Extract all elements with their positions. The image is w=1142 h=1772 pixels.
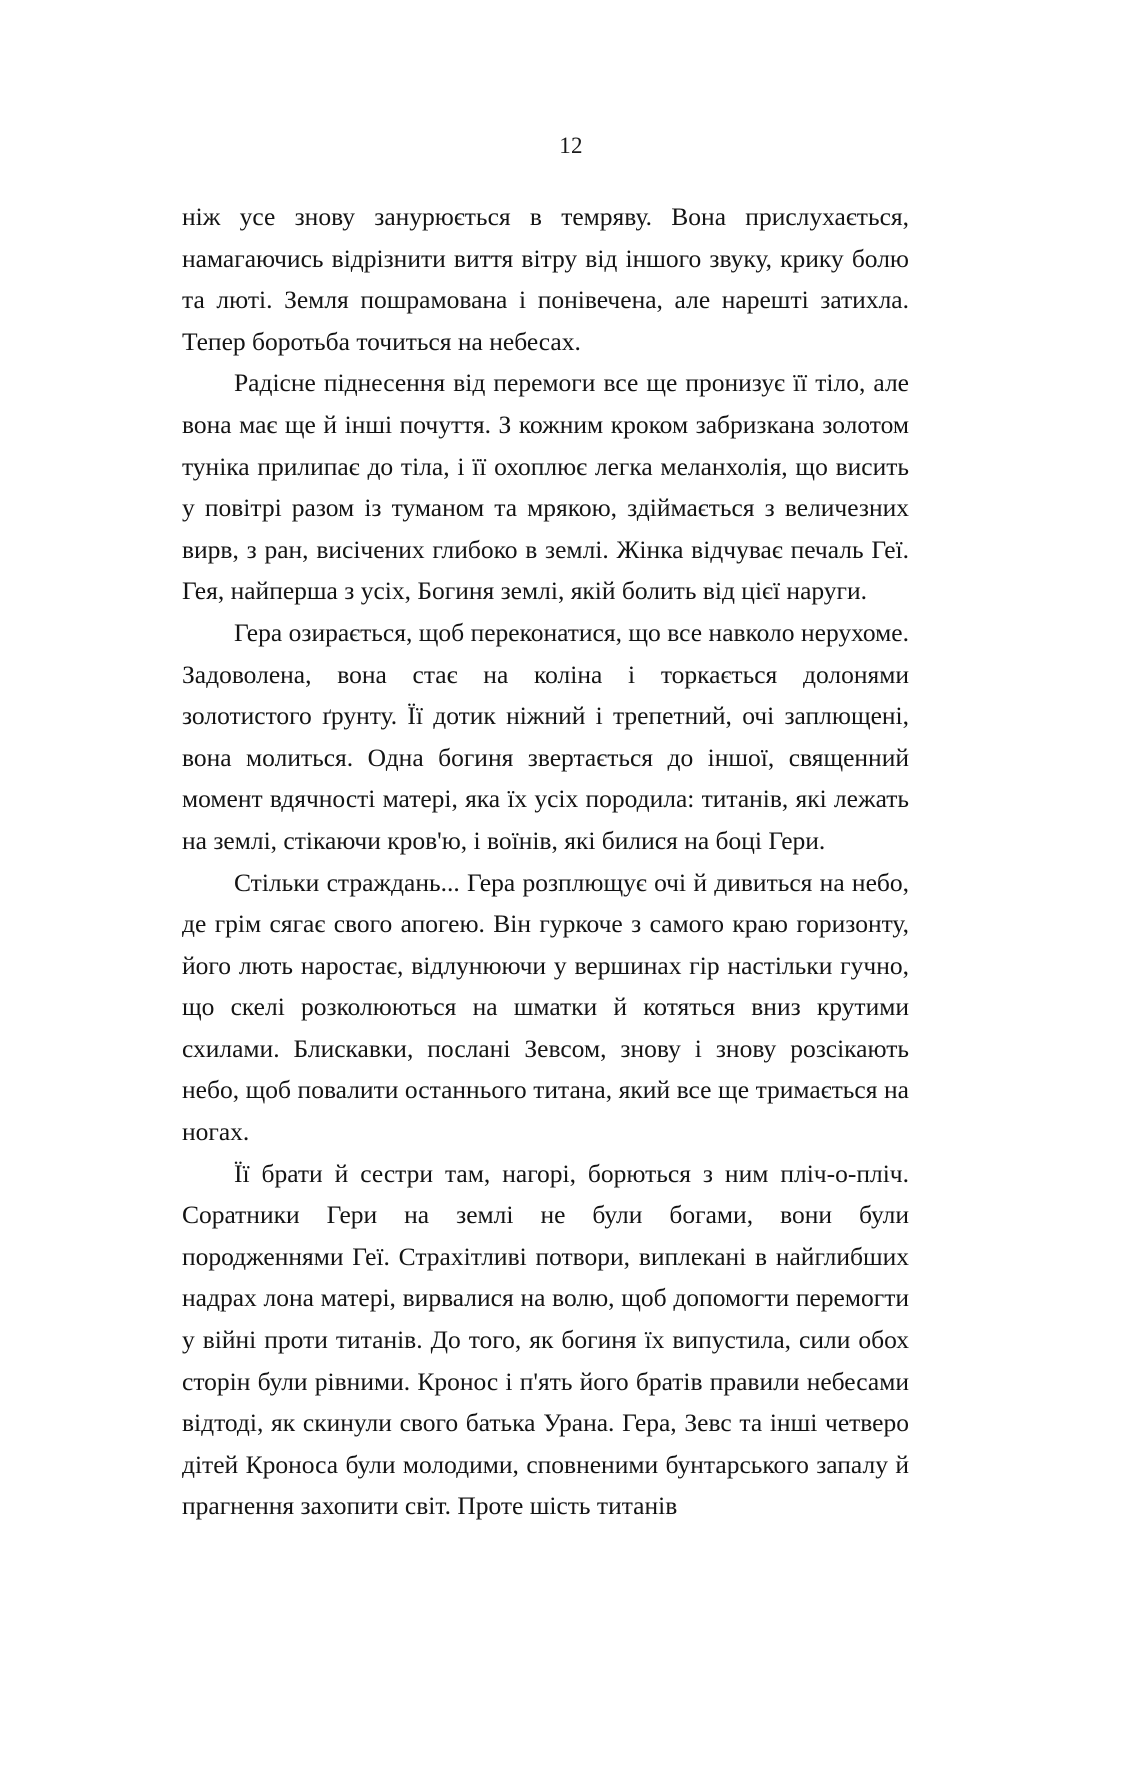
- paragraph: Гера озирається, щоб переконатися, що все навколо нерухоме. Задоволена, вона стає на коліна і торкається долонями золотистого ґрунту. Її дотик ніжний і трепетний, очі заплющені, вона молиться. Одна богиня звертається до іншої, священний момент вдячності матері, яка їх усіх породила: титанів, які лежать на землі, стікаючи кров'ю, і воїнів, які билися на боці Гери.: [182, 617, 909, 855]
- page-number: 12: [559, 133, 583, 158]
- page-body-text: [182, 196, 909, 1527]
- paragraph: Радісне піднесення від перемоги все ще пронизує її тіло, але вона має ще й інші почуття. З кожним кроком забризкана золотом туніка прилипає до тіла, і її охоплює легка меланхолія, що висить у повітрі разом із туманом та мрякою, здіймається з величезних вирв, з ран, висічених глибоко в землі. Жінка відчуває печаль Геї. Гея, найперша з усіх, Богиня землі, якій болить від цієї наруги.: [182, 368, 909, 606]
- paragraph: ніж усе знову занурюється в темряву. Вона прислухається, намагаючись відрізнити виття вітру від іншого звуку, крику болю та люті. Земля пошрамована і понівечена, але нарешті затихла. Тепер боротьба точиться на небесах.: [182, 202, 909, 356]
- paragraph: Її брати й сестри там, нагорі, борються з ним пліч-о-пліч. Соратники Гери на землі не були богами, вони були породженнями Геї. Страхітливі потвори, виплекані в найглибших надрах лона матері, вирвалися на волю, щоб допомогти перемогти у війні проти титанів. До того, як богиня їх випустила, сили обох сторін були рівними. Кронос і п'ять його братів правили небесами відтоді, як скинули свого батька Урана. Гера, Зевс та інші четверо дітей Кроноса були молодими, сповненими бунтарського запалу й прагнення захопити світ. Проте шість титанів: [182, 1158, 909, 1521]
- paragraph: Стільки страждань... Гера розплющує очі й дивиться на небо, де грім сягає свого апогею. Він гуркоче з самого краю горизонту, його лють наростає, відлунюючи у вершинах гір настільки гучно, що скелі розколюються на шматки й котяться вниз крутими схилами. Блискавки, послані Зевсом, знову і знову розсікають небо, щоб повалити останнього титана, який все ще тримається на ногах.: [182, 867, 909, 1147]
